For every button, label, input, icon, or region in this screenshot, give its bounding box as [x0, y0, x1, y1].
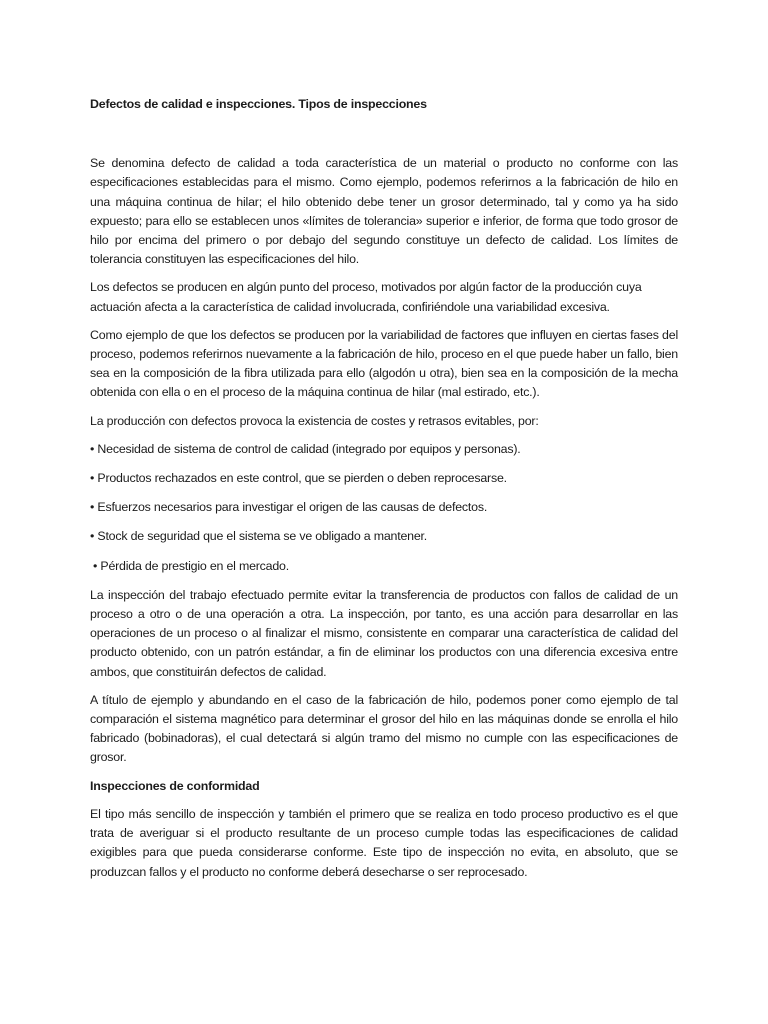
paragraph-definition: Se denomina defecto de calidad a toda característica de un material o producto no conforme con las especificaciones establecidas para el mismo. Como ejemplo, podemos referirnos a la fabricación de hilo en una máquina continua de hilar; el hilo obtenido debe tener un grosor determinado, tal y como ya ha sido expuesto; para ello se establecen unos «límites de tolerancia» superior e inferior, de forma que todo grosor de hilo por encima del primero o por debajo del segundo constituye un defecto de calidad. Los límites de tolerancia constituyen las especificaciones del hilo.: [90, 156, 678, 267]
paragraph-inspection: La inspección del trabajo efectuado permite evitar la transferencia de productos con fallos de calidad de un proceso a otro o de una operación a otra. La inspección, por tanto, es una acción para desarrollar en las operaciones de un proceso o al finalizar el mismo, consistente en comparar una característica de calidad del producto obtenido, con un patrón estándar, a fin de eliminar los productos con una diferencia excesiva entre ambos, que constituirán defectos de calidad.: [90, 587, 678, 679]
bullet-item: • Pérdida de prestigio en el mercado.: [93, 558, 289, 573]
bullet-item: • Productos rechazados en este control, que se pierden o deben reprocesarse.: [90, 471, 507, 486]
bullet-item: • Stock de seguridad que el sistema se ve obligado a mantener.: [90, 529, 428, 544]
document-title: Defectos de calidad e inspecciones. Tipos de inspecciones: [90, 97, 427, 111]
paragraph-costs: La producción con defectos provoca la existencia de costes y retrasos evitables, por:: [90, 413, 539, 428]
paragraph-example: Como ejemplo de que los defectos se producen por la variabilidad de factores que influyen en ciertas fases del proceso, podemos referirnos nuevamente a la fabricación de hilo, proceso en el que puede haber un fallo, bien sea en la composición de la fibra utilizada para ello (algodón u otra), bien sea en la composición de la mecha obtenida con ella o en el proceso de la máquina continua de hilar (mal estirado, etc.).: [90, 327, 678, 400]
paragraph-conformity: El tipo más sencillo de inspección y también el primero que se realiza en todo proceso productivo es el que trata de averiguar si el producto resultante de un proceso cumple todas las especificaciones de calidad exigibles para que pueda considerarse conforme. Este tipo de inspección no evita, en absoluto, que se produzcan fallos y el producto no conforme deberá desecharse o ser reprocesado.: [90, 806, 678, 879]
bullet-item: • Esfuerzos necesarios para investigar el origen de las causas de defectos.: [90, 500, 488, 515]
section-heading: Inspecciones de conformidad: [90, 778, 260, 793]
paragraph-origin: Los defectos se producen en algún punto del proceso, motivados por algún factor de la producción cuya actuación afecta a la característica de calidad involucrada, confiriéndole una variabilidad excesiva.: [90, 280, 642, 314]
document-page: [90, 95, 678, 891]
paragraph-magnetic-example: A título de ejemplo y abundando en el caso de la fabricación de hilo, podemos poner como ejemplo de tal comparación el sistema magnético para determinar el grosor del hilo en las máquinas donde se enrolla el hilo fabricado (bobinadoras), el cual detectará si algún tramo del mismo no cumple con las especificaciones de grosor.: [90, 692, 678, 765]
bullet-item: • Necesidad de sistema de control de calidad (integrado por equipos y personas).: [90, 441, 521, 456]
